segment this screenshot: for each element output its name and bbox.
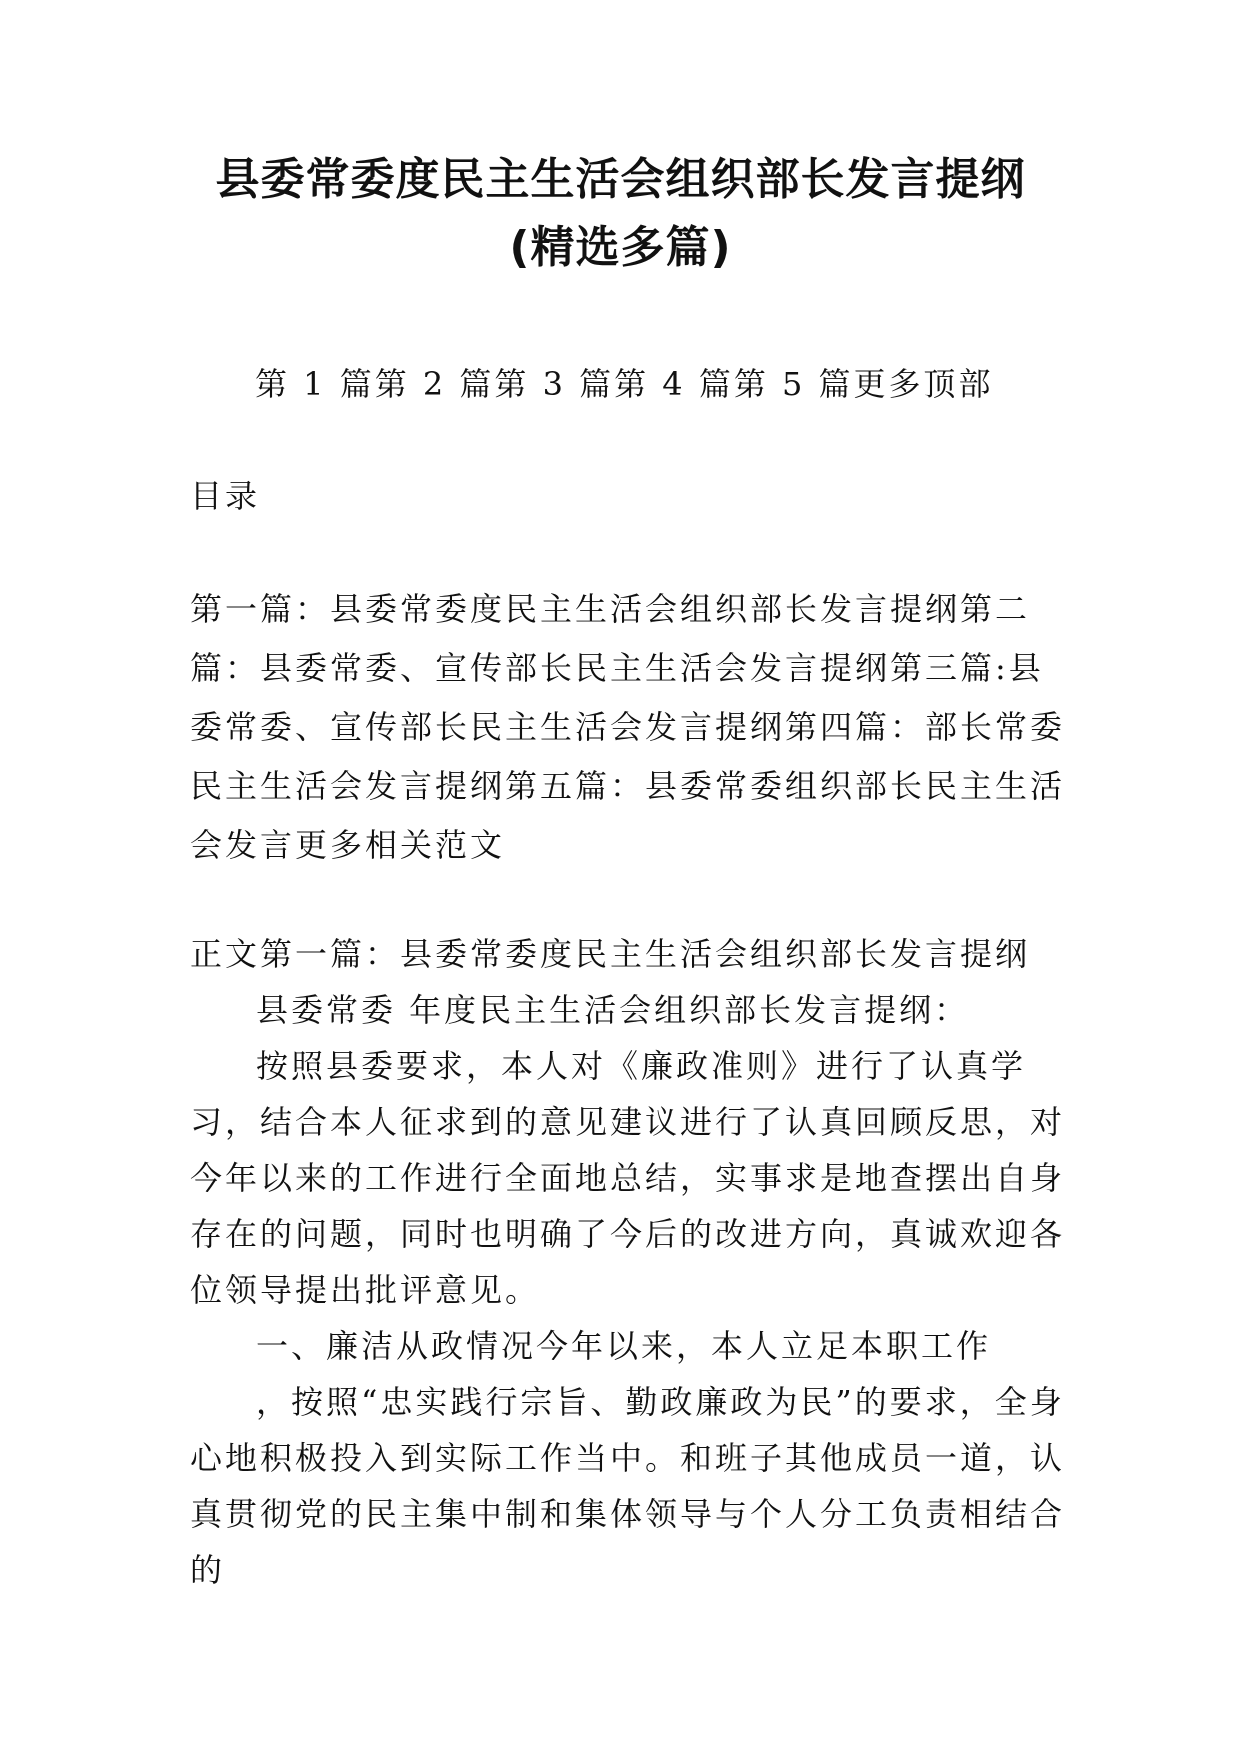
body-paragraph: 县委常委 年度民主生活会组织部长发言提纲： [256,991,970,1029]
body-paragraph: ，按照“忠实践行宗旨、勤政廉政为民”的要求，全身心地积极投入到实际工作当中。和班子其他成员一道，认真贯彻党的民主集中制和集体领导与个人分工负责相结合的 [190,1383,1066,1589]
document-subtitle: (精选多篇) [509,222,732,273]
body-paragraph: 按照县委要求，本人对《廉政准则》进行了认真学习，结合本人征求到的意见建议进行了认真回顾反思，对今年以来的工作进行全面地总结，实事求是地查摆出自身存在的问题，同时也明确了今后的改进方向，真诚欢迎各位领导提出批评意见。 [190,1047,1066,1309]
chapter-nav: 第 1 篇第 2 篇第 3 篇第 4 篇第 5 篇更多顶部 [255,365,994,403]
toc-body: 第一篇：县委常委度民主生活会组织部长发言提纲第二篇：县委常委、宣传部长民主生活会发言提纲第三篇:县委常委、宣传部长民主生活会发言提纲第四篇：部长常委民主生活会发言提纲第五篇：县委常委组织部长民主生活会发言更多相关范文 [190,590,1066,864]
body-text [190,926,1070,1598]
body-heading: 正文第一篇：县委常委度民主生活会组织部长发言提纲 [190,935,1031,973]
toc-heading: 目录 [190,477,261,515]
body-paragraph: 一、廉洁从政情况今年以来，本人立足本职工作 [256,1327,992,1365]
document-title: 县委常委度民主生活会组织部长发言提纲 [215,154,1026,205]
